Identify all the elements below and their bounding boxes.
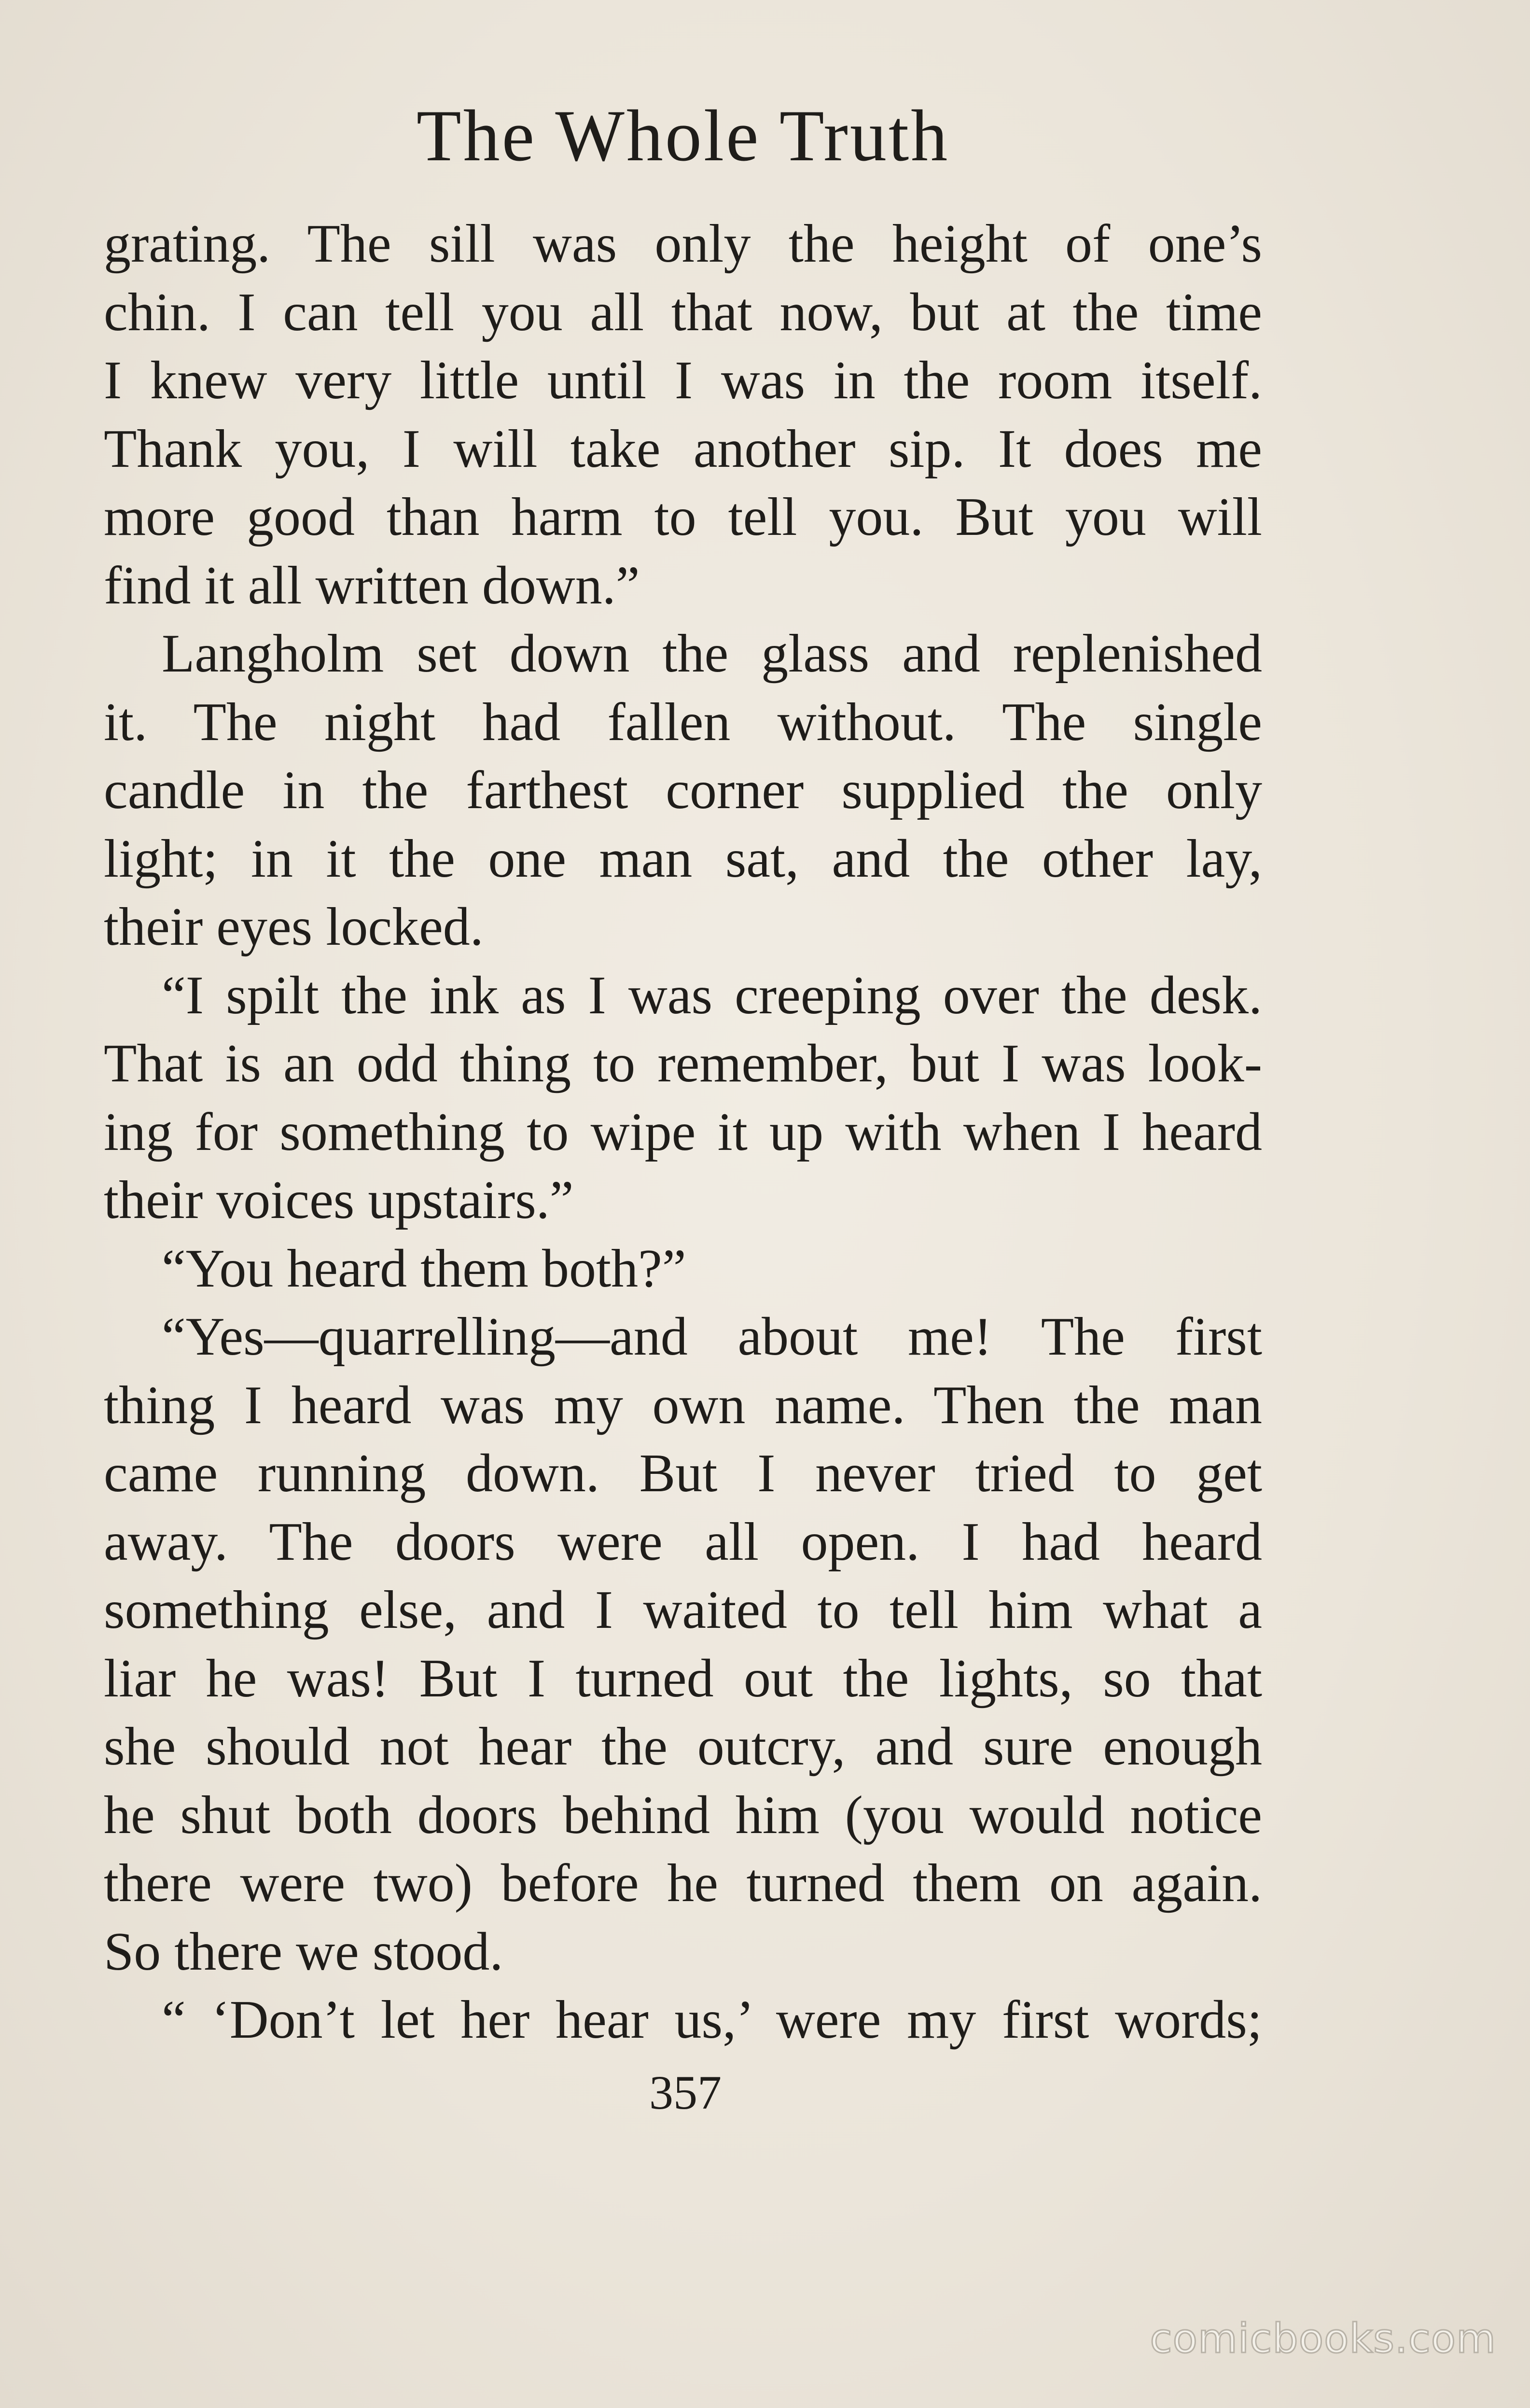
text-line: she should not hear the outcry, and sure enough: [104, 1717, 1262, 1777]
text-line: Langholm set down the glass and replenished: [162, 624, 1262, 684]
text-line: “You heard them both?”: [162, 1238, 686, 1299]
text-line: chin. I can tell you all that now, but at the time: [104, 282, 1262, 342]
text-line: liar he was! But I turned out the lights, so that: [104, 1648, 1262, 1708]
text-line: candle in the farthest corner supplied the only: [104, 760, 1262, 820]
text-line: “I spilt the ink as I was creeping over the desk.: [162, 965, 1262, 1025]
text-line: their voices upstairs.”: [104, 1170, 574, 1230]
text-line: That is an odd thing to remember, but I was look-: [104, 1034, 1262, 1093]
text-line: their eyes locked.: [104, 897, 484, 957]
text-line: more good than harm to tell you. But you will: [104, 487, 1262, 547]
text-line: away. The doors were all open. I had heard: [104, 1512, 1262, 1572]
watermark: comicbooks.com: [1150, 2315, 1496, 2362]
page-number: 357: [649, 2066, 722, 2119]
text-line: find it all written down.”: [104, 555, 640, 616]
text-line: it. The night had fallen without. The single: [104, 692, 1262, 752]
body-text: [104, 210, 1262, 2055]
text-line: I knew very little until I was in the room itself.: [104, 350, 1262, 410]
running-head: The Whole Truth: [416, 95, 950, 176]
text-line: thing I heard was my own name. Then the man: [104, 1375, 1262, 1435]
text-line: something else, and I waited to tell him what a: [104, 1580, 1262, 1640]
text-line: grating. The sill was only the height of one’s: [104, 214, 1262, 274]
text-line: there were two) before he turned them on again.: [104, 1853, 1262, 1913]
text-line: came running down. But I never tried to get: [104, 1443, 1262, 1503]
text-line: So there we stood.: [104, 1921, 503, 1982]
text-line: “Yes—quarrelling—and about me! The first: [162, 1307, 1262, 1367]
text-line: Thank you, I will take another sip. It does me: [104, 419, 1262, 479]
text-line: “ ‘Don’t let her hear us,’ were my first words;: [162, 1990, 1262, 2050]
text-line: light; in it the one man sat, and the other lay,: [104, 828, 1262, 889]
text-line: he shut both doors behind him (you would notice: [104, 1785, 1262, 1845]
text-line: ing for something to wipe it up with when I heard: [104, 1102, 1262, 1162]
